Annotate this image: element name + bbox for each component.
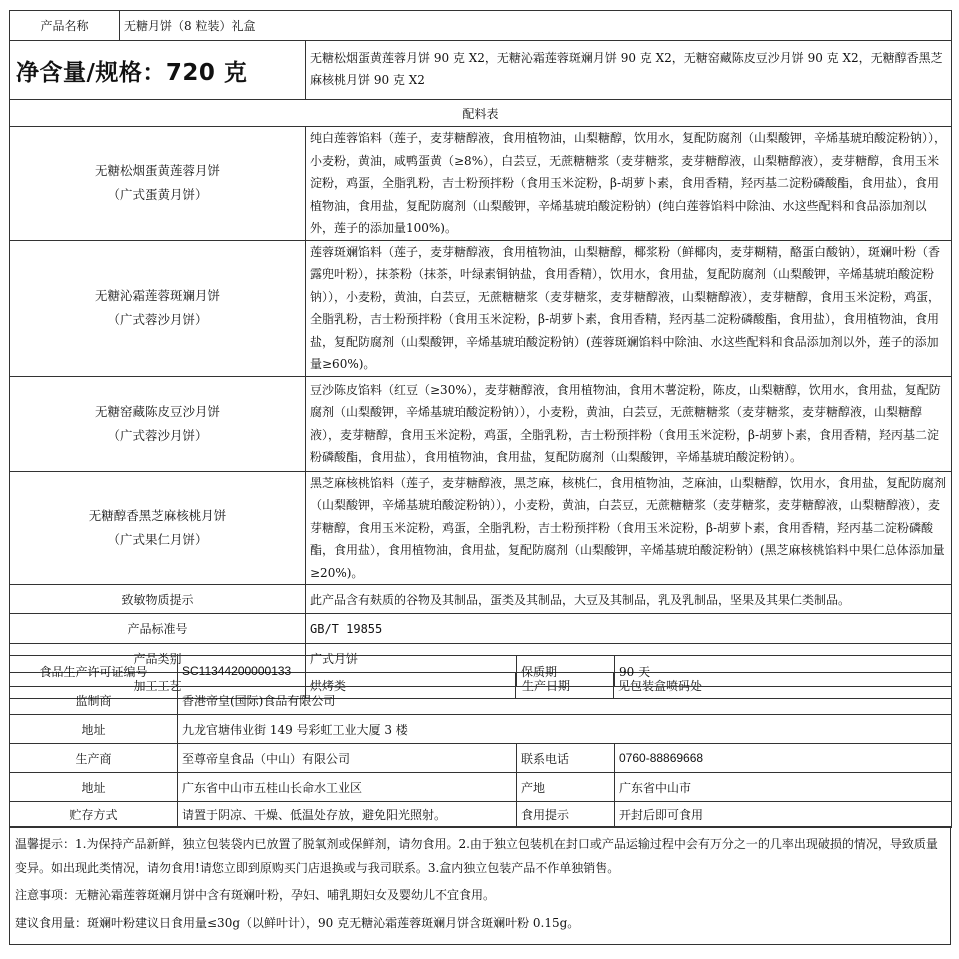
variant-name: 无糖醇香黑芝麻核桃月饼 <box>88 507 227 523</box>
ingredient-row <box>10 376 952 471</box>
address-value: 九龙官塘伟业街 149 号彩虹工业大厦 3 楼 <box>178 715 952 744</box>
standard-row <box>10 614 952 644</box>
ingredient-row <box>10 240 952 376</box>
reminder-text: 温馨提示：1.为保持产品新鲜，独立包装袋内已放置了脱氧剂或保鲜剂，请勿食用。2.由于独立包装机在封口或产品运输过程中会有万分之一的几率出现破损的情况，导致质量变异。如出现此类情况，请勿食用!请您立即到原购买门店退换或与我司联系。3.盒内独立包装产品不作单独销售。 <box>15 837 938 875</box>
producer-value: 至尊帝皇食品（中山）有限公司 <box>178 744 517 773</box>
variant-type: （广式果仁月饼） <box>107 531 208 547</box>
variant-name: 无糖沁霜莲蓉斑斓月饼 <box>94 288 220 303</box>
net-content-cell <box>10 41 306 100</box>
producer-label: 生产商 <box>10 744 178 773</box>
ingredient-text: 黑芝麻核桃馅料（莲子，麦芽糖醇液，黑芝麻，核桃仁，食用植物油，芝麻油，山梨糖醇，饮用水，食用盐，复配防腐剂（山梨酸钾，辛烯基琥珀酸淀粉钠）），小麦粉，黄油，白芸豆，无蔗糖糖浆（麦芽糖浆，麦芽糖醇液，山梨糖醇液），麦芽糖醇，食用玉米淀粉，鸡蛋，全脂乳粉，吉士粉预拌粉（食用玉米淀粉，β-胡萝卜素，食用香精，羟丙基二淀粉磷酸酯，食用盐），食用植物油，食用盐，复配防腐剂（山梨酸钾，辛烯基琥珀酸淀粉钠）(黑芝麻核桃馅料中果仁总体添加量≥20%)。 <box>306 471 952 585</box>
ingredient-text: 纯白莲蓉馅料（莲子，麦芽糖醇液，食用植物油，山梨糖醇，饮用水，复配防腐剂（山梨酸钾，辛烯基琥珀酸淀粉钠）），小麦粉，黄油，咸鸭蛋黄（≥8%），白芸豆，无蔗糖糖浆（麦芽糖浆，麦芽糖醇液，山梨糖醇液），麦芽糖醇，食用玉米淀粉，鸡蛋，全脂乳粉，吉士粉预拌粉（食用玉米淀粉，β-胡萝卜素，食用香精，羟丙基二淀粉磷酸酯，食用盐），食用植物油，食用盐，复配防腐剂（山梨酸钾，辛烯基琥珀酸淀粉钠）(纯白莲蓉馅料中除油、水这些配料和食品添加剂以外，莲子的添加量100%)。 <box>306 127 952 241</box>
supervisor-value: 香港帝皇(国际)食品有限公司 <box>178 687 952 715</box>
product-name-label: 产品名称 <box>10 11 120 41</box>
license-value: SC11344200000133 <box>178 656 517 687</box>
product-variant-name <box>10 376 306 471</box>
ingredient-row <box>10 471 952 585</box>
date-value: 见包装盒喷码处 <box>614 673 952 699</box>
variant-name: 无糖窑藏陈皮豆沙月饼 <box>94 403 220 419</box>
factory-address-label: 地址 <box>10 773 178 802</box>
storage-value: 请置于阴凉、干燥、低温处存放，避免阳光照射。 <box>178 802 517 828</box>
supervisor-label: 监制商 <box>10 687 178 715</box>
address-label: 地址 <box>10 715 178 744</box>
ingredient-row <box>10 127 952 241</box>
license-label: 食品生产许可证编号 <box>10 656 178 687</box>
license-row <box>10 656 952 687</box>
net-content-label: 净含量/规格： <box>16 59 166 86</box>
net-content-row <box>10 41 952 100</box>
manufacturer-table <box>9 655 952 828</box>
product-info-table <box>9 10 952 699</box>
product-variant-name <box>10 471 306 585</box>
origin-label: 产地 <box>517 773 615 802</box>
phone-value: 0760-88869668 <box>615 744 952 773</box>
product-name-value: 无糖月饼（8 粒装）礼盒 <box>120 11 952 41</box>
factory-address-row <box>10 773 952 802</box>
storage-row <box>10 802 952 828</box>
allergen-label: 致敏物质提示 <box>10 585 306 614</box>
suggestion-text: 建议食用量：斑斓叶粉建议日食用量≤30g（以鲜叶计），90 克无糖沁霜莲蓉斑斓月饼含斑斓叶粉 0.15g。 <box>15 915 580 930</box>
allergen-value: 此产品含有麸质的谷物及其制品，蛋类及其制品，大豆及其制品，乳及乳制品，坚果及其果仁类制品。 <box>306 585 952 614</box>
category-label: 产品类别 <box>10 644 306 673</box>
variant-type: （广式蛋黄月饼） <box>107 187 208 203</box>
product-name-row <box>10 11 952 41</box>
ingredients-header: 配料表 <box>10 100 952 127</box>
spec-value: 无糖松烟蛋黄莲蓉月饼 90 克 X2，无糖沁霜莲蓉斑斓月饼 90 克 X2，无糖窑藏陈皮豆沙月饼 90 克 X2，无糖醇香黑芝麻核桃月饼 90 克 X2 <box>306 41 952 100</box>
product-variant-name <box>10 240 306 376</box>
origin-value: 广东省中山市 <box>615 773 952 802</box>
net-content-value: 720 克 <box>165 59 248 86</box>
producer-row <box>10 744 952 773</box>
factory-address-value: 广东省中山市五桂山长命水工业区 <box>178 773 517 802</box>
process-label: 加工工艺 <box>10 673 306 699</box>
phone-label: 联系电话 <box>517 744 615 773</box>
tip-value: 开封后即可食用 <box>615 802 952 828</box>
address-row <box>10 715 952 744</box>
allergen-row <box>10 585 952 614</box>
variant-type: （广式蓉沙月饼） <box>107 312 208 327</box>
process-value: 烘烤类 <box>306 673 516 699</box>
standard-value: GB/T 19855 <box>306 614 952 644</box>
variant-type: （广式蓉沙月饼） <box>107 427 208 443</box>
shelf-life-label: 保质期 <box>517 656 615 687</box>
ingredient-text: 莲蓉斑斓馅料（莲子，麦芽糖醇液，食用植物油，山梨糖醇，椰浆粉（鲜椰肉，麦芽糊精，酪蛋白酸钠），斑斓叶粉（香露兜叶粉），抹茶粉（抹茶，叶绿素铜钠盐，食用香精），饮用水，食用盐，复配防腐剂（山梨酸钾，辛烯基琥珀酸淀粉钠）），小麦粉，黄油，白芸豆，无蔗糖糖浆（麦芽糖浆，麦芽糖醇液，山梨糖醇液），麦芽糖醇，食用玉米淀粉，鸡蛋，全脂乳粉，吉士粉预拌粉（食用玉米淀粉，β-胡萝卜素，食用香精，羟丙基二淀粉磷酸酯，食用盐），食用植物油，食用盐，复配防腐剂（山梨酸钾，辛烯基琥珀酸淀粉钠）(莲蓉斑斓馅料中除油、水这些配料和食品添加剂以外，莲子的添加量≥60%)。 <box>306 240 952 376</box>
product-variant-name <box>10 127 306 241</box>
standard-label: 产品标准号 <box>10 614 306 644</box>
ingredient-text: 豆沙陈皮馅料（红豆（≥30%），麦芽糖醇液，食用植物油，食用木薯淀粉，陈皮，山梨糖醇，饮用水，食用盐，复配防腐剂（山梨酸钾，辛烯基琥珀酸淀粉钠）），小麦粉，黄油，白芸豆，无蔗糖糖浆（麦芽糖浆，麦芽糖醇液，山梨糖醇液），麦芽糖醇，食用玉米淀粉，鸡蛋，全脂乳粉，吉士粉预拌粉（食用玉米淀粉，β-胡萝卜素，食用香精，羟丙基二淀粉磷酸酯，食用盐），食用植物油，食用盐，复配防腐剂（山梨酸钾，辛烯基琥珀酸淀粉钠）。 <box>306 376 952 471</box>
tip-label: 食用提示 <box>517 802 615 828</box>
category-value: 广式月饼 <box>306 644 952 673</box>
shelf-life-value: 90 天 <box>615 656 952 687</box>
ingredients-header-row <box>10 100 952 127</box>
variant-name: 无糖松烟蛋黄莲蓉月饼 <box>94 163 220 179</box>
date-label: 生产日期 <box>516 673 614 699</box>
supervisor-row <box>10 687 952 715</box>
notes-box <box>9 826 951 945</box>
storage-label: 贮存方式 <box>10 802 178 828</box>
attention-text: 注意事项：无糖沁霜莲蓉斑斓月饼中含有斑斓叶粉，孕妇、哺乳期妇女及婴幼儿不宜食用。 <box>15 888 496 902</box>
